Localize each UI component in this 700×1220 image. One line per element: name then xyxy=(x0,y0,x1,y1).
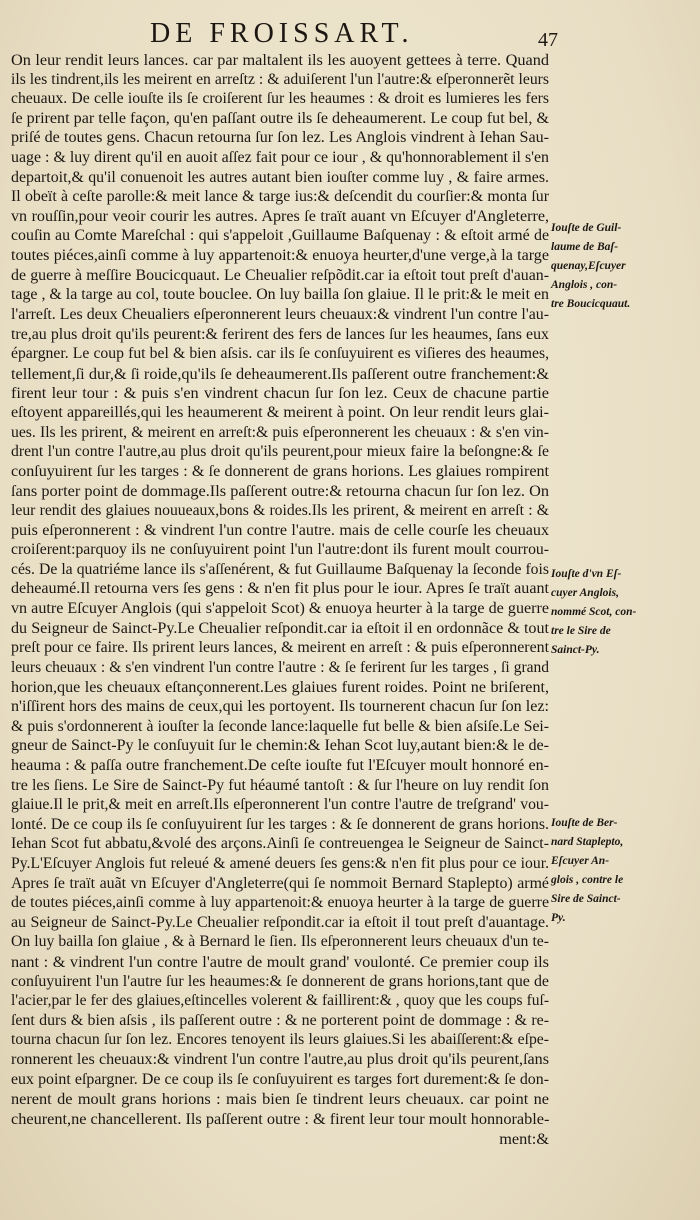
text-line: firent leur tour : & puis s'en vindrent chacun ſur ſon lez. Ceux de chacune partie xyxy=(11,383,549,403)
text-line: On luy bailla ſon glaiue , & à Bernard le ſien. Ils eſperonnerent leurs cheuaux d'un te- xyxy=(11,933,549,951)
margin-note-line: Sire de Sainct- xyxy=(551,893,621,905)
text-line: eux point eſpargner. De ce coup ils ſe conſuyuirent es targes fort durement:& ſe don- xyxy=(11,1070,549,1088)
text-line: deheaumé.Il retourna vers ſes gens : & n'en fit plus pour le iour. Apres ſe traït auant xyxy=(11,580,549,598)
margin-note-line: nard Staplepto, xyxy=(551,836,624,848)
text-line: ronnerent les cheuaux:& vindrent l'un contre l'autre,au plus droit qu'ils peurent,ſans xyxy=(11,1051,549,1069)
text-line: tre,au plus droit qu'ils peurent:& ferirent des fers de lances ſur les heaumes, ſans eux xyxy=(11,325,549,343)
text-line: puis eſperonnerent : & vindrent l'un contre l'autre. mais de celle courſe les cheuaux xyxy=(11,521,549,539)
text-line: ſe prirent par telle façon, qu'en paſſant outre ils ſe deheaumerent. Le coup fut bel, & xyxy=(11,109,549,127)
text-line: ils les tindrent,ils les meirent en arreſtz : & aduiſerent l'un l'autre:& eſperonnerẽt leurs xyxy=(11,70,549,88)
text-line: l'arreſt. Les deux Cheualiers eſperonnerent leurs cheuaux:& vindrent l'un contre l'au- xyxy=(11,305,549,323)
text-line: glaiue.Il le prit,& meit en arreſt.Ils eſperonnerent l'un contre l'autre de treſgrand' vou- xyxy=(11,796,549,814)
text-line: croiſerent:parquoy ils ne conſuyuirent point l'un l'autre:dont ils furent moult courrou- xyxy=(11,541,549,559)
margin-note-line: Py. xyxy=(551,912,566,924)
text-line: conſuyuirent l'un l'autre ſur les heaumes:& ſe donnerent de grans horions,tant que de xyxy=(11,972,549,990)
text-line: gneur de Sainct-Py le conſuyuit ſur le chemin:& Iehan Scot luy,autant bien:& le de- xyxy=(11,737,549,755)
text-line: du Seigneur de Sainct-Py.Le Cheualier reſpondit.car ia eſtoit il en ordonnãce & tout xyxy=(11,619,549,637)
text-line: uage : & luy dirent qu'il en auoit aſſez fait pour ce iour , & qu'honnorablement il s'en xyxy=(11,149,549,167)
text-line: departoit,& qu'il conuenoit les autres autant bien iouſter comme luy , & faire armes. xyxy=(11,168,549,186)
text-line: cheuaux. De celle iouſte ils ſe croiſerent ſur les heaumes : & droit es lumieres les fers xyxy=(11,90,549,108)
text-line: Py.L'Eſcuyer Anglois fut releué & amené deuers ſes gens:& n'en fit plus pour ce iour. xyxy=(11,854,549,872)
text-line: n'iſſirent hors des mains de ceux,qui les portoyent. Ils tournerent chacun ſur ſon lez: xyxy=(11,698,549,716)
text-line: de guerre à meſſire Boucicquaut. Le Cheualier reſpõdit.car ia eſtoit tout preſt d'auan- xyxy=(11,266,549,284)
text-line: drent l'un contre l'autre,au plus droit qu'ils peurent,pour mieux faire la beſongne:& ſe xyxy=(11,443,549,461)
text-line: tre les ſiens. Le Sire de Sainct-Py fut héaumé tantoſt : & ſur l'heure on luy rendit ſon xyxy=(11,776,549,794)
text-line: eſtoyent appareillés,qui les heaumerent & meirent à point. On leur rendit leurs glai- xyxy=(11,403,549,421)
margin-note-staplepto xyxy=(551,814,691,928)
text-line: tourna chacun ſur ſon lez. Encores tenoyent ils leurs glaiues.Si les abaiſſerent:& eſpe- xyxy=(11,1031,549,1049)
text-line: ſans porter point de dommage.Ils paſſerent outre:& retourna chacun ſur ſon lez. On xyxy=(11,481,549,501)
margin-note-line: quenay,Eſcuyer xyxy=(551,260,626,272)
text-line: couſin au Comte Mareſchal : qui s'appeloit ,Guillaume Baſquenay : & eſtoit armé de xyxy=(11,227,549,245)
margin-note-line: Anglois , con- xyxy=(551,279,618,291)
margin-note-line: Iouſte de Ber- xyxy=(551,817,618,829)
margin-note-line: Iouſte d'vn Eſ- xyxy=(551,568,622,580)
text-line: de toutes piéces,ainſi comme à luy appartenoit:& enuoya heurter à la targe de guerre xyxy=(11,894,549,912)
text-line: au Seigneur de Sainct-Py.Le Cheualier reſpondit.car ia eſtoit il tout preſt d'auantage. xyxy=(11,913,549,931)
paper-stain xyxy=(455,1035,505,1055)
text-line: ſent durs & bien aſsis , ils paſſerent outre : & ne porterent point de dommage : & re- xyxy=(11,1011,549,1029)
text-line: leurs cheuaux : & s'en vindrent l'un contre l'autre : & ſe ferirent ſur les targes , ſi grand xyxy=(11,658,549,676)
text-line: heauma : & paſſa outre franchement.De ceſte iouſte fut l'Eſcuyer moult honnoré en- xyxy=(11,756,549,774)
margin-note-line: Eſcuyer An- xyxy=(551,855,610,867)
text-line: cheurent,ne chancellerent. Ils paſſerent outre : & firent leur tour moult honnorable- xyxy=(11,1108,550,1128)
text-line: vn autre Eſcuyer Anglois (qui s'appeloit Scot) & enuoya heurter à la targe de guerre xyxy=(11,600,549,618)
text-line: preſt pour ce faire. Ils prirent leurs lances, & meirent en arreſt : & puis eſperonnerent xyxy=(11,639,549,657)
margin-note-scot xyxy=(551,565,691,660)
text-line: priſé de toutes gens. Chacun retourna ſur ſon lez. Les Anglois vindrent à Iehan Sau- xyxy=(11,129,549,147)
text-line: toutes piéces,ainſi comme à luy appartenoit:& enuoya heurter,d'une verge,à la targe xyxy=(11,247,549,265)
margin-note-line: nommé Scot, con- xyxy=(551,606,637,618)
text-line: lonté. De ce coup ils ſe conſuyuirent ſur les targes : & ſe donnerent de grans horions. xyxy=(11,815,549,833)
text-line: horion,que les cheuaux eſtançonnerent.Les glaiues furent roides. Point ne briſerent, xyxy=(11,678,549,696)
margin-note-line: tre le Sire de xyxy=(551,625,611,637)
text-line: On leur rendit leurs lances. car par maltalent ils les auoyent gettees à terre. Quand xyxy=(11,50,549,69)
text-line: nant : & vindrent l'un contre l'autre de moult grand' voulonté. Ce premier coup ils xyxy=(11,952,549,972)
margin-note-line: Sainct-Py. xyxy=(551,644,600,656)
text-line: ment:& xyxy=(499,1128,549,1148)
text-line: nerent de moult grans horions : mais bien ſe tindrent leurs cheuaux. car point ne xyxy=(11,1089,549,1109)
text-line: Apres ſe traït auãt vn Eſcuyer d'Angleterre(qui ſe nommoit Bernard Staplepto) armé xyxy=(11,874,549,892)
margin-note-basquenay xyxy=(551,219,691,314)
text-line: tage , & la targe au col, toute bouclee. On luy bailla ſon glaiue. Il le prit:& le meit en xyxy=(11,286,549,304)
text-line: ues. Ils les prirent, & meirent en arreſt:& puis eſperonnerent les cheuaux : & s'en vin- xyxy=(11,423,549,441)
text-line: l'acier,par le fer des glaiues,eſtincelles volerent & faillirent:& , quoy que les coups fuſ- xyxy=(11,992,549,1010)
text-line: épargner. Le coup fut bel & bien aſsis. car ils ſe conſuyuirent es viſieres des heaumes, xyxy=(11,345,549,363)
page-number: 47 xyxy=(538,29,558,51)
main-text-block xyxy=(11,50,549,1148)
margin-note-line: Iouſte de Guil- xyxy=(551,222,622,234)
text-line: conſuyuirent ſur les targes : & ſe donnerent de grans horions. Les glaiues rompirent xyxy=(11,462,549,480)
text-line: Iehan Scot fut abbatu,&volé des arçons.Ainſi ſe contreuengea le Seigneur de Sainct- xyxy=(11,835,549,853)
text-line: tellement,ſi dur,& ſi roide,qu'ils ſe deheaumerent.Ils paſſerent outre franchement:& xyxy=(11,363,549,383)
margin-note-line: cuyer Anglois, xyxy=(551,587,619,599)
text-line: vn rouſſin,pour veoir courir les autres. Apres ſe traït auant vn Eſcuyer d'Angleterre, xyxy=(11,207,549,225)
text-line: cés. De la quatriéme lance ils s'aſſenérent, & fut Guillaume Baſquenay la ſeconde fois xyxy=(11,560,549,578)
text-line: & puis s'ordonnerent à iouſter la ſeconde lance:laquelle fut belle & bien aſsiſe.Le Sei- xyxy=(11,717,549,735)
text-line: leur rendit des glaiues nouueaux,bons & roides.Ils les prirent, & meirent en arreſt : & xyxy=(11,502,549,520)
margin-note-line: tre Boucicquaut. xyxy=(551,298,631,310)
margin-note-line: glois , contre le xyxy=(551,874,624,886)
margin-note-line: laume de Baſ- xyxy=(551,241,619,253)
running-head: DE FROISSART. xyxy=(150,18,414,49)
text-line: Il obeït à ceſte parolle:& meit lance & targe ius:& deſcendit du courſier:& monta ſur xyxy=(11,188,549,206)
